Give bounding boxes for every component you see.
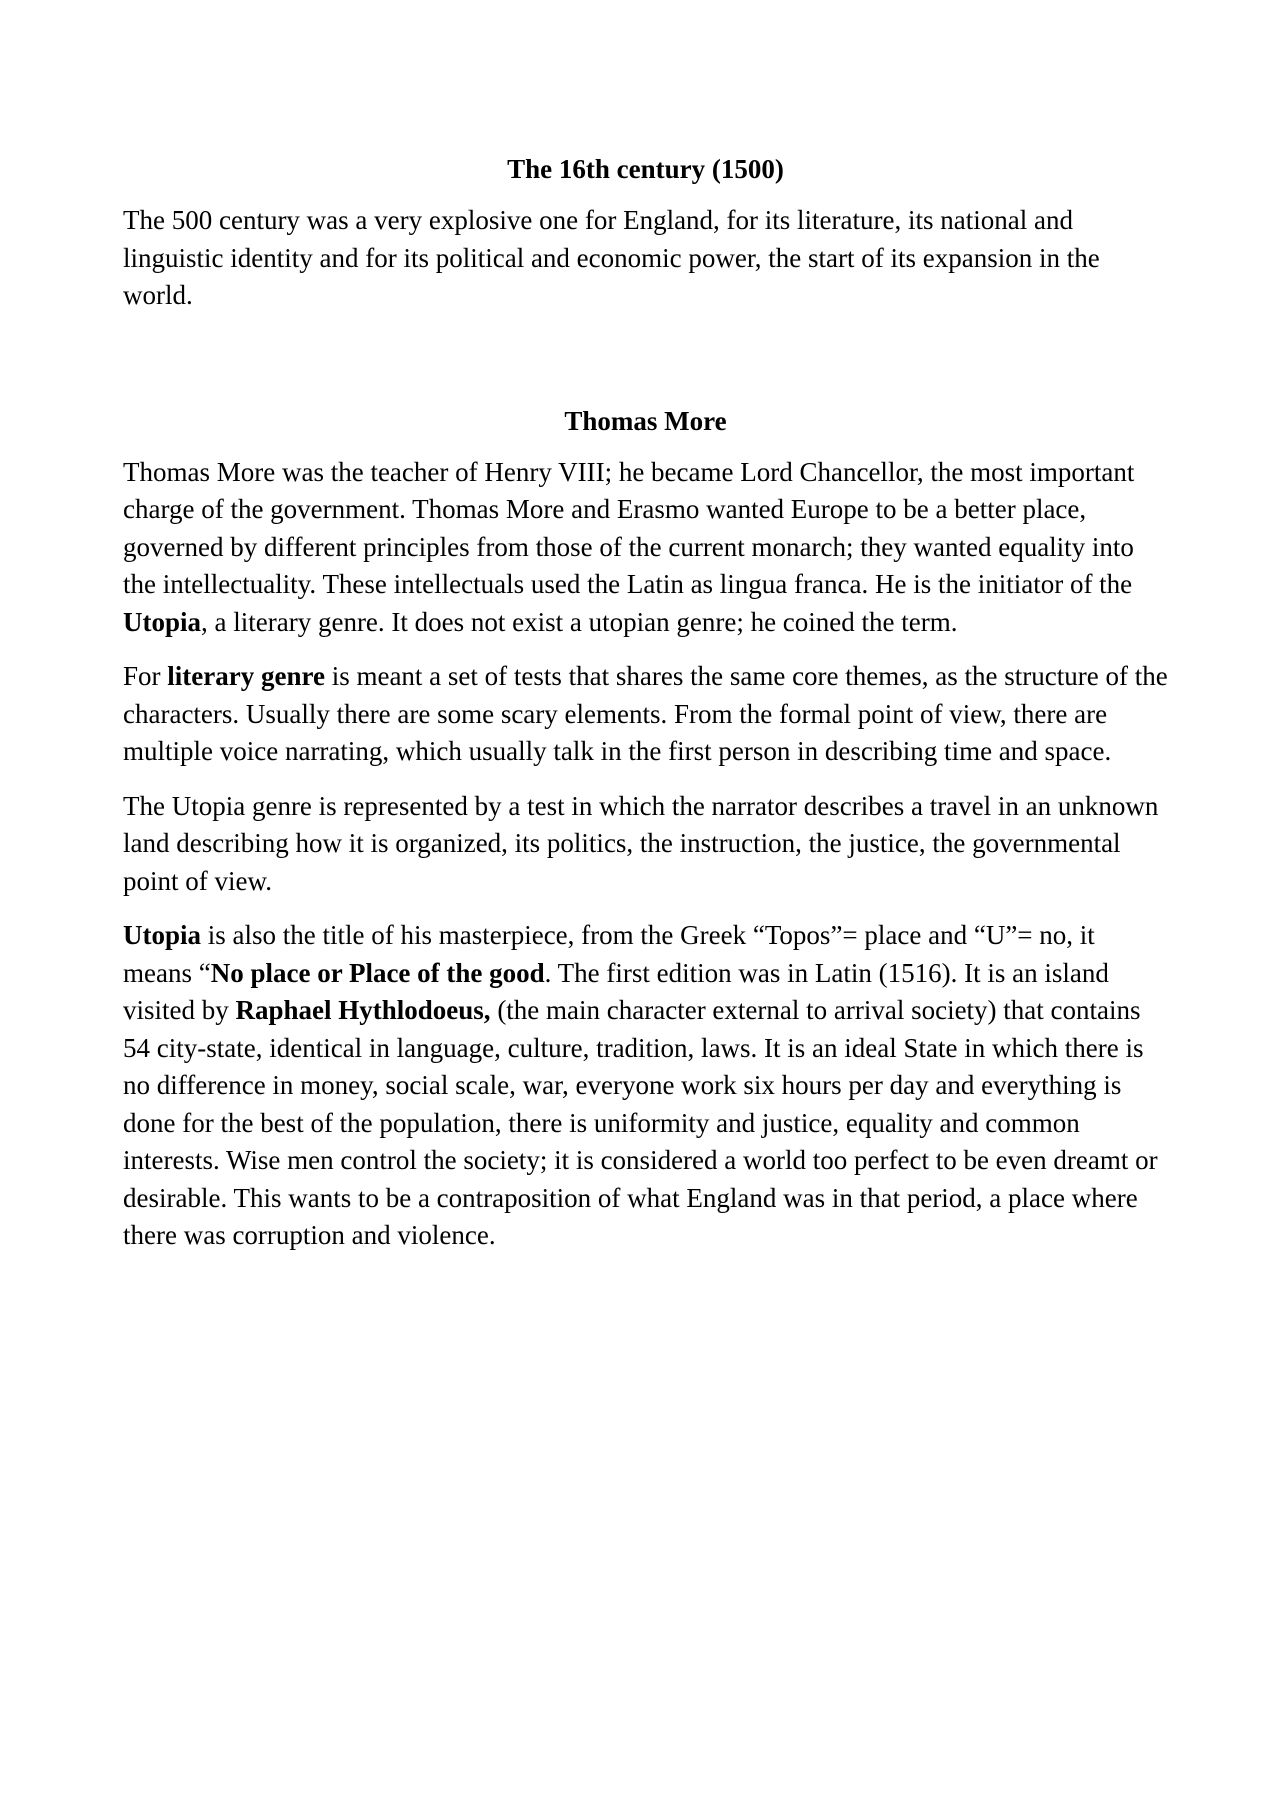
section-spacer <box>123 332 1168 402</box>
utopia-genre-paragraph: The Utopia genre is represented by a test in which the narrator describes a travel in an unknown land describing how it is organized, its politics, the instruction, the justice, the governmental point of view. <box>123 790 1159 896</box>
text-run: is also the title of his masterpiece, from the Greek “Topos”= place and “U”= no, it means “ <box>123 920 1095 988</box>
section-title-thomas-more: Thomas More <box>564 405 727 436</box>
bold-term-no-place: No place or Place of the good <box>210 957 545 988</box>
bold-term-literary-genre: literary genre <box>167 661 325 691</box>
utopia-masterpiece-paragraph <box>123 917 1168 1255</box>
section-title-16th-century: The 16th century (1500) <box>507 154 784 184</box>
text-run: For <box>123 661 168 691</box>
bold-term-utopia: Utopia <box>123 606 202 637</box>
document-page <box>123 150 1168 1272</box>
text-run: . The first edition was in Latin (1516). It is an island visited by <box>123 957 1109 1025</box>
bold-term-utopia-title: Utopia <box>123 920 202 950</box>
text-run: , a literary genre. It does not exist a utopian genre; he coined the term. <box>201 606 958 637</box>
text-run: (the main character external to arrival society) that contains 54 city-state, identical in language, culture, tradition, laws. It is an ideal State in which there is no difference in money, social scale, war, everyone work six hours per day and everything is done for the best of the population, there is uniformity and justice, equality and common interests. Wise men control the society; it is considered a world too perfect to be even dreamt or desirable. This wants to be a contraposition of what England was in that period, a place where there was corruption and violence. <box>123 995 1158 1250</box>
intro-paragraph: The 500 century was a very explosive one for England, for its literature, its national and linguistic identity and for its political and economic power, the start of its expansion in the world. <box>123 205 1100 310</box>
text-run: Thomas More was the teacher of Henry VIII; he became Lord Chancellor, the most important charge of the government. Thomas More and Erasmo wanted Europe to be a better place, governed by different principles from those of the current monarch; they wanted equality into the intellectuality. These intellectuals used the Latin as lingua franca. He is the initiator of the <box>123 456 1135 599</box>
text-run: is meant a set of tests that shares the same core themes, as the structure of the characters. Usually there are some scary elements. From the formal point of view, there are multiple voice narrating, which usually talk in the first person in describing time and space. <box>123 661 1168 766</box>
bold-term-raphael: Raphael Hythlodoeus, <box>235 995 491 1025</box>
thomas-more-paragraph <box>123 454 1168 642</box>
literary-genre-paragraph <box>123 658 1168 771</box>
